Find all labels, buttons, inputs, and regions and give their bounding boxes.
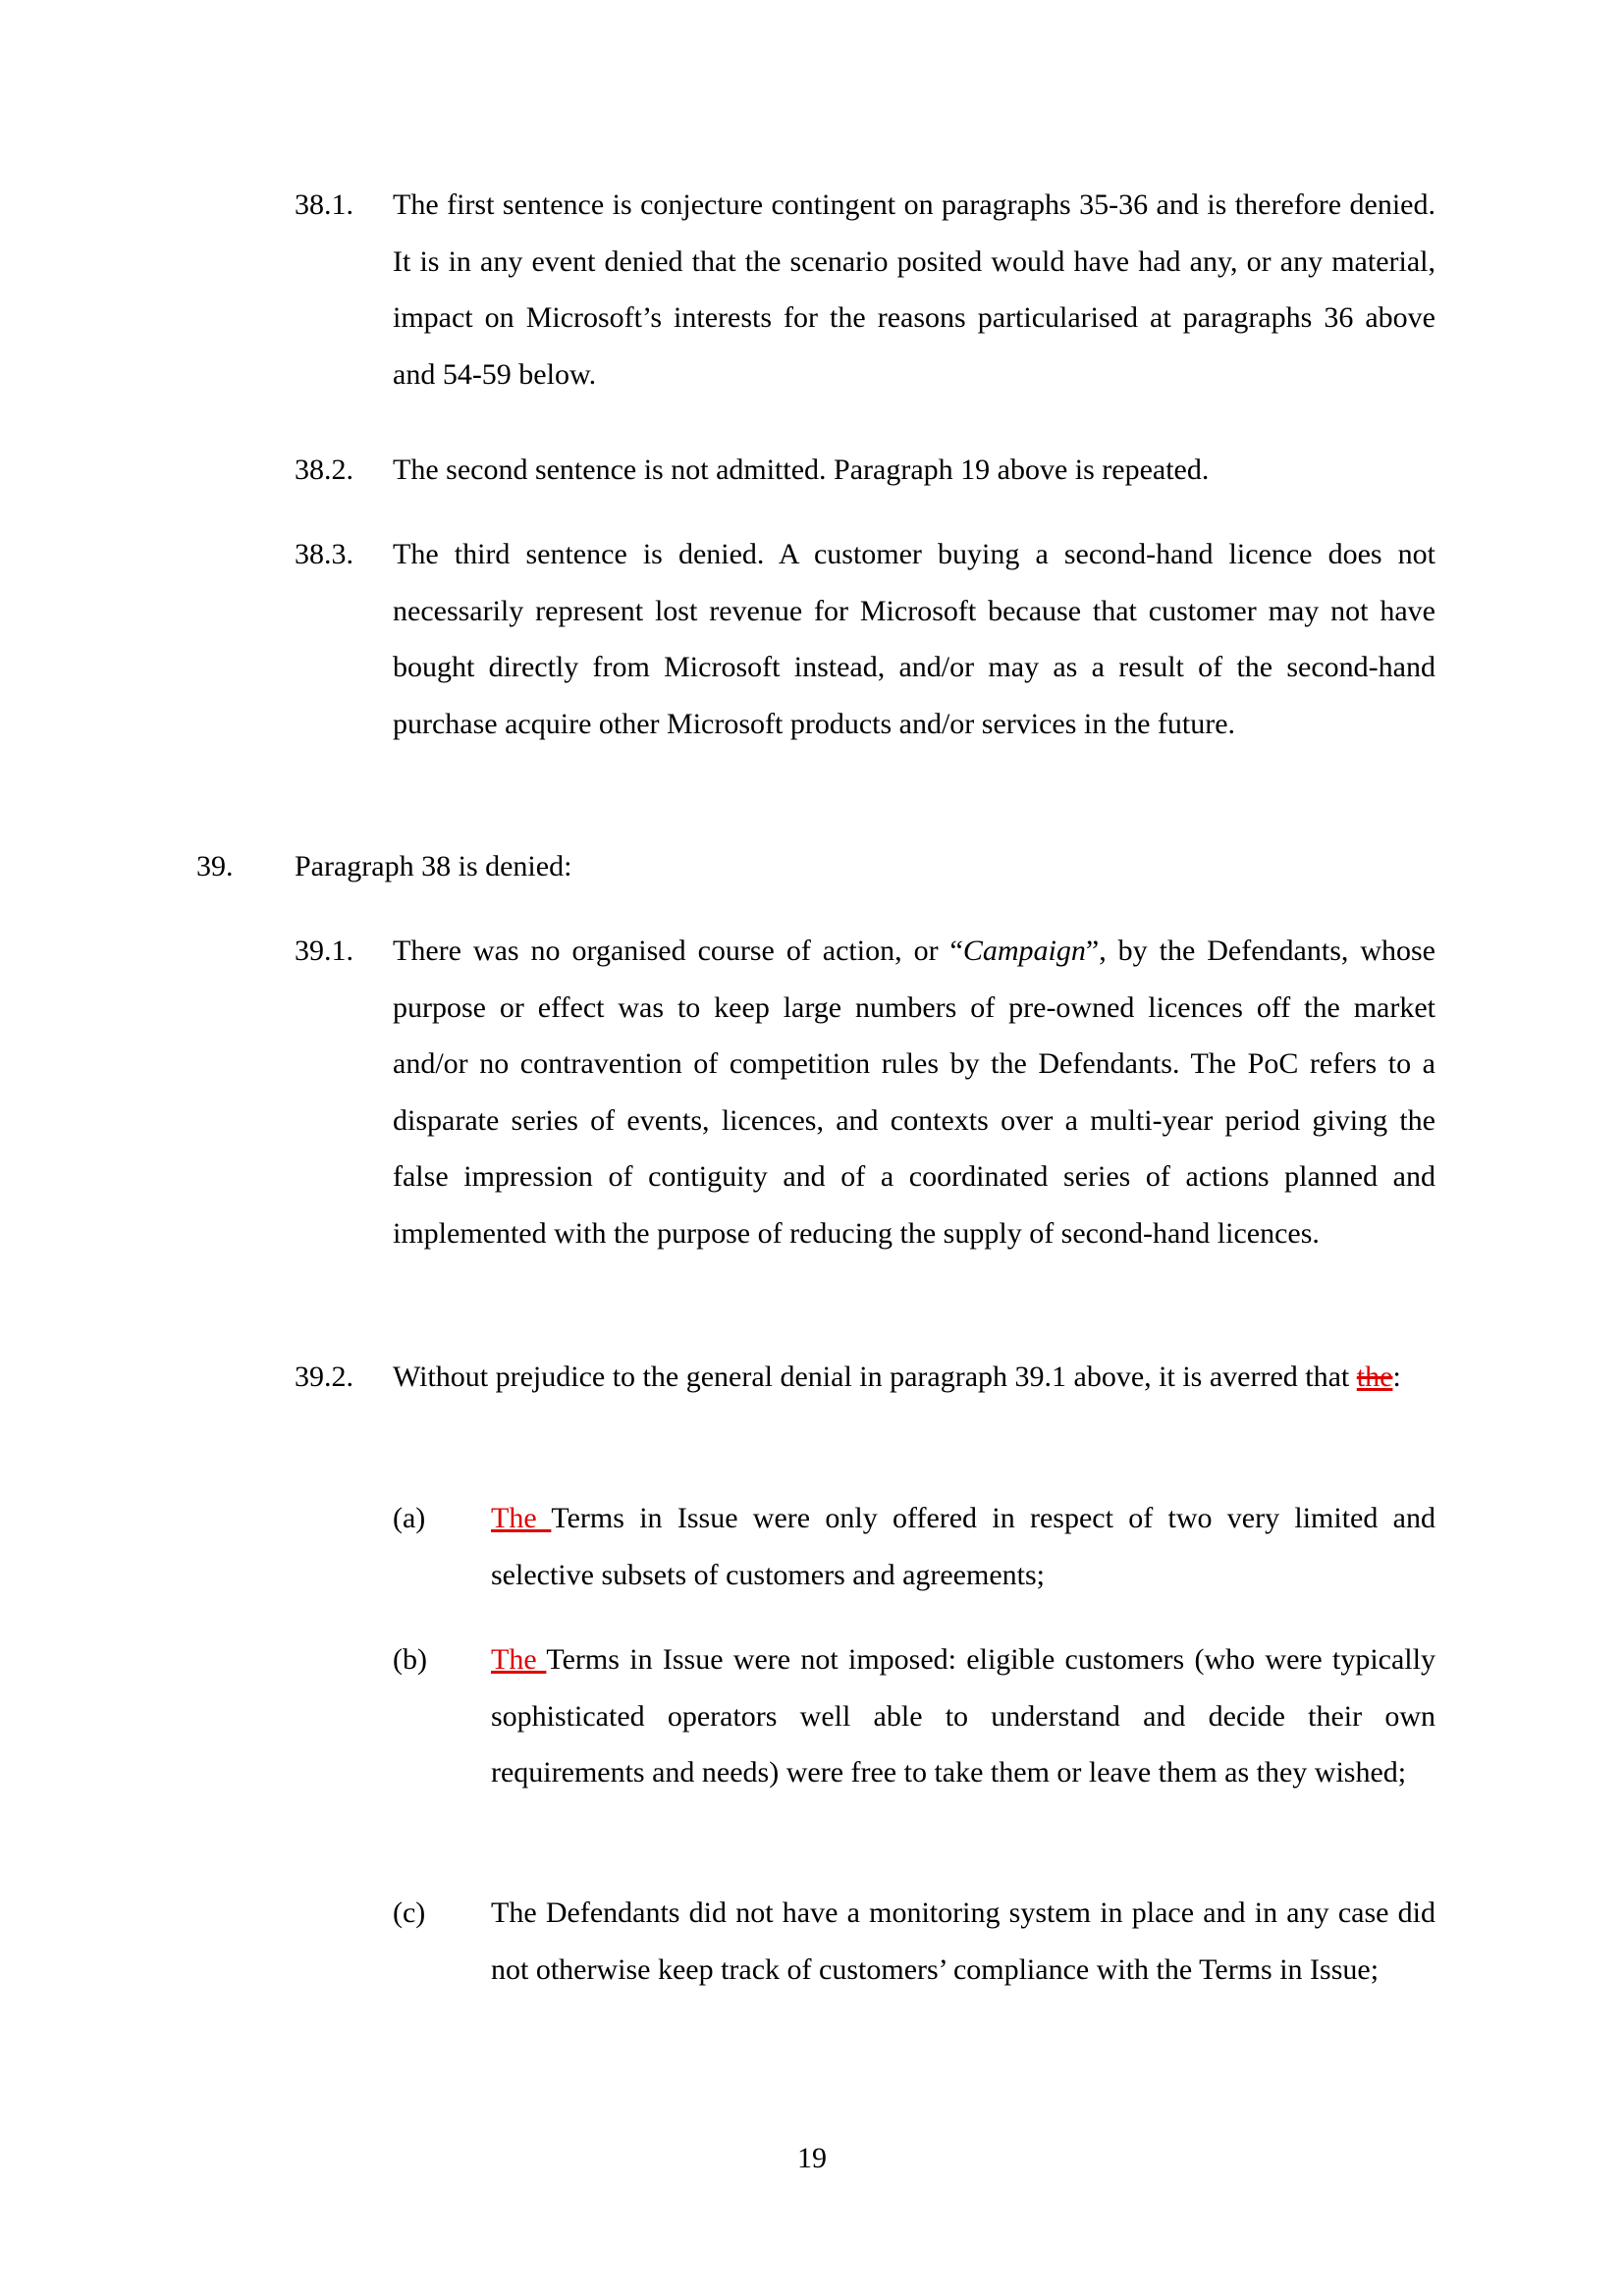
paragraph-39-1 [295, 923, 1435, 1262]
text-segment: ”, by the Defendants, whose purpose or effect was to keep large numbers of pre-owned licences off the market and/or no contravention of competition rules by the Defendants. The PoC refers to a disparate series of events, licences, and contexts over a multi-year period giving the false impression of contiguity and of a coordinated series of actions planned and implemented with the purpose of reducing the supply of second-hand licences. [393, 934, 1435, 1250]
inserted-text: The [491, 1643, 547, 1676]
subparagraph-text [491, 1631, 1435, 1801]
text-segment: Terms in Issue were not imposed: eligible customers (who were typically sophisticated operators well able to understand and decide their own requirements and needs) were free to take them or leave them as they wished; [491, 1643, 1435, 1789]
text-segment: Terms in Issue were only offered in respect of two very limited and selective subsets of customers and agreements; [491, 1502, 1435, 1591]
paragraph-39-2 [295, 1349, 1435, 1406]
paragraph-number: 39.1. [295, 934, 353, 967]
text-segment: : [1392, 1361, 1401, 1393]
subparagraph-label: (b) [393, 1643, 427, 1676]
text-segment: There was no organised course of action, or “ [393, 934, 963, 967]
paragraph-text: The first sentence is conjecture contingent on paragraphs 35-36 and is therefore denied. It is in any event denied that the scenario posited would have had any, or any material, impact on Microsoft’s interests for the reasons particularised at paragraphs 36 above and 54-59 below. [393, 188, 1435, 391]
subparagraph-text [491, 1490, 1435, 1603]
paragraph-38-3 [295, 526, 1435, 752]
paragraph-number: 38.2. [295, 454, 353, 486]
text-segment: Without prejudice to the general denial in paragraph 39.1 above, it is averred that [393, 1361, 1357, 1393]
defined-term-campaign: Campaign [962, 934, 1086, 967]
paragraph-number: 39.2. [295, 1361, 353, 1393]
subparagraph-text: The Defendants did not have a monitoring system in place and in any case did not otherwise keep track of customers’ compliance with the Terms in Issue; [491, 1896, 1435, 1986]
paragraph-number: 39. [196, 850, 234, 882]
paragraph-38-1 [295, 177, 1435, 402]
paragraph-text: Paragraph 38 is denied: [295, 850, 572, 882]
paragraph-text [393, 1349, 1435, 1406]
subparagraph-label: (c) [393, 1896, 426, 1929]
subparagraph-label: (a) [393, 1502, 426, 1534]
paragraph-number: 38.3. [295, 538, 353, 570]
deleted-text: the [1356, 1361, 1393, 1393]
paragraph-text: The third sentence is denied. A customer buying a second-hand licence does not necessarily represent lost revenue for Microsoft because that customer may not have bought directly from Microsoft instead, and/or may as a result of the second-hand purchase acquire other Microsoft products and/or services in the future. [393, 538, 1435, 740]
paragraph-number: 38.1. [295, 188, 353, 221]
paragraph-39 [196, 838, 1435, 895]
subparagraph-b [393, 1631, 1435, 1801]
paragraph-text [393, 923, 1435, 1262]
subparagraph-a [393, 1490, 1435, 1603]
paragraph-38-2 [295, 442, 1435, 499]
subparagraph-c [393, 1885, 1435, 1998]
inserted-text: The [491, 1502, 552, 1534]
page-number: 19 [797, 2142, 827, 2174]
paragraph-text: The second sentence is not admitted. Paragraph 19 above is repeated. [393, 454, 1210, 486]
